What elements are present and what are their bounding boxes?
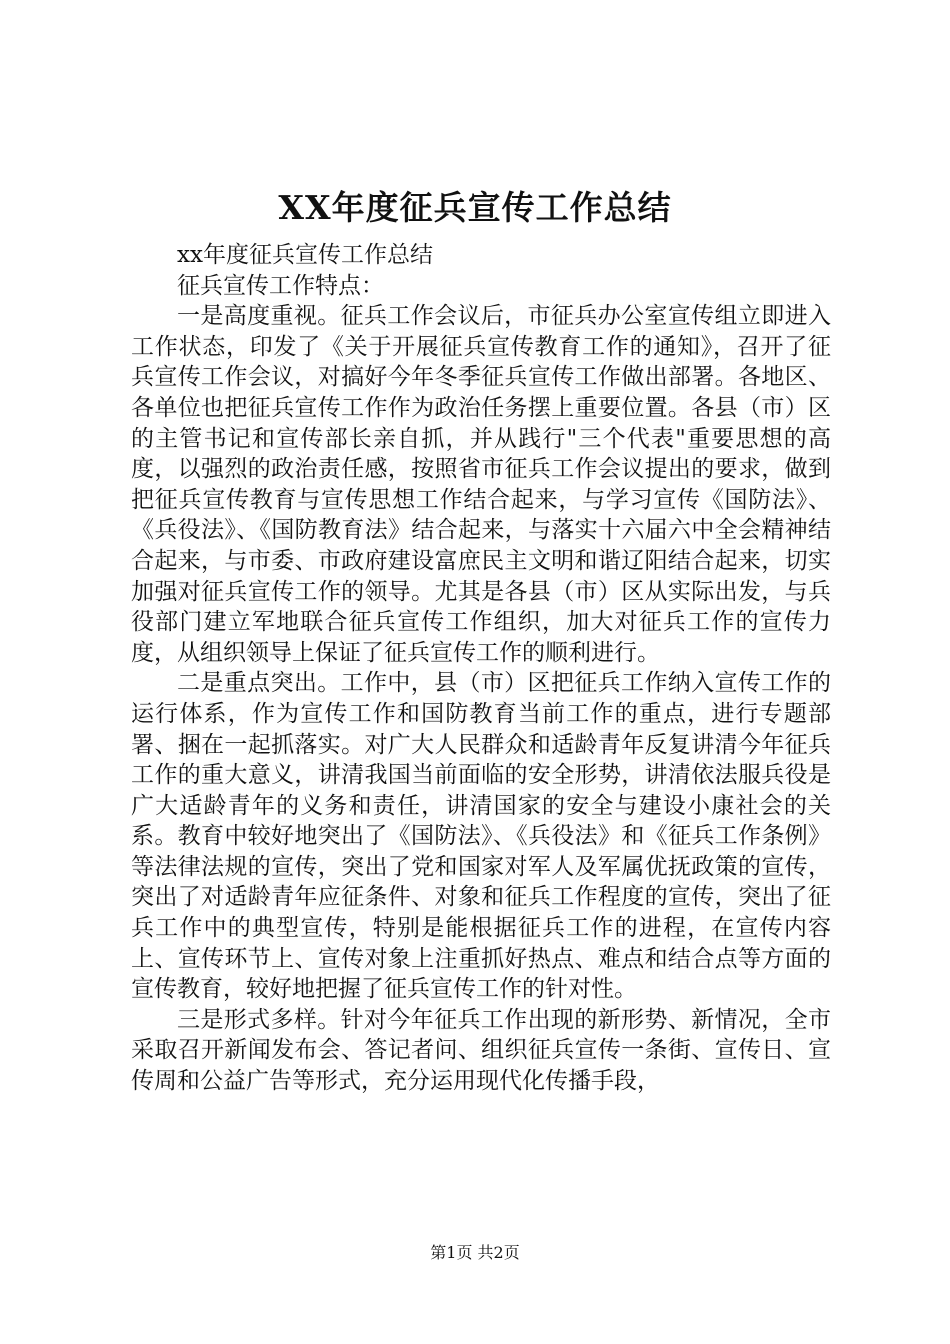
document-subtitle: xx年度征兵宣传工作总结: [177, 242, 433, 268]
document-title: XX年度征兵宣传工作总结: [278, 188, 672, 227]
document-body: [131, 240, 831, 1097]
paragraph-2: 二是重点突出。工作中，县（市）区把征兵工作纳入宣传工作的运行体系，作为宣传工作和国防教育当前工作的重点，进行专题部署、捆在一起抓落实。对广大人民群众和适龄青年反复讲清今年征兵工作的重大意义，讲清我国当前面临的安全形势，讲清依法服兵役是广大适龄青年的义务和责任，讲清国家的安全与建设小康社会的关系。教育中较好地突出了《国防法》、《兵役法》和《征兵工作条例》等法律法规的宣传，突出了党和国家对军人及军属优抚政策的宣传，突出了对适龄青年应征条件、对象和征兵工作程度的宣传，突出了征兵工作中的典型宣传，特别是能根据征兵工作的进程，在宣传内容上、宣传环节上、宣传对象上注重抓好热点、难点和结合点等方面的宣传教育，较好地把握了征兵宣传工作的针对性。: [131, 670, 831, 1003]
section-heading: 征兵宣传工作特点：: [177, 272, 384, 299]
paragraph-1: 一是高度重视。征兵工作会议后，市征兵办公室宣传组立即进入工作状态，印发了《关于开展征兵宣传教育工作的通知》，召开了征兵宣传工作会议，对搞好今年冬季征兵宣传工作做出部署。各地区、各单位也把征兵宣传工作作为政治任务摆上重要位置。各县（市）区的主管书记和宣传部长亲自抓，并从践行"三个代表"重要思想的高度，以强烈的政治责任感，按照省市征兵工作会议提出的要求，做到把征兵宣传教育与宣传思想工作结合起来，与学习宣传《国防法》、《兵役法》、《国防教育法》结合起来，与落实十六届六中全会精神结合起来，与市委、市政府建设富庶民主文明和谐辽阳结合起来，切实加强对征兵宣传工作的领导。尤其是各县（市）区从实际出发，与兵役部门建立军地联合征兵宣传工作组织，加大对征兵工作的宣传力度，从组织领导上保证了征兵宣传工作的顺利进行。: [131, 303, 831, 666]
page-footer: 第1页 共2页: [430, 1243, 520, 1262]
paragraph-3: 三是形式多样。针对今年征兵工作出现的新形势、新情况，全市采取召开新闻发布会、答记者问、组织征兵宣传一条街、宣传日、宣传周和公益广告等形式，充分运用现代化传播手段，: [131, 1006, 831, 1095]
